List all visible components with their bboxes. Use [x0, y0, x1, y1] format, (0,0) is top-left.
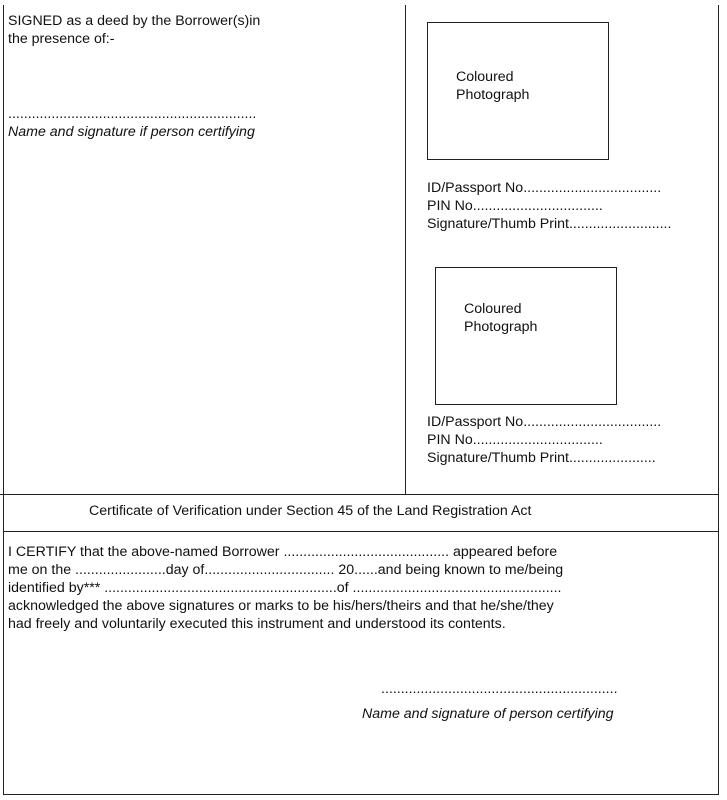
border-right	[718, 5, 719, 795]
photo-label-2	[464, 300, 537, 336]
certify-line-5: had freely and voluntarily executed this instrument and understood its contents.	[8, 616, 506, 632]
border-bottom	[3, 794, 719, 795]
signed-deed-text-line1: SIGNED as a deed by the Borrower(s)in	[8, 13, 261, 29]
certify-line-3: identified by*** ...........................................................of .....................................................	[8, 580, 562, 596]
photo-label-1	[456, 68, 529, 104]
row-divider-1	[0, 494, 719, 495]
id-passport-field-1: ID/Passport No...................................	[427, 180, 662, 196]
id-passport-field-2: ID/Passport No...................................	[427, 414, 662, 430]
pin-field-1: PIN No.................................	[427, 198, 603, 214]
certify-line-2: me on the .......................day of................................. 20......and being known to me/being	[8, 562, 564, 578]
photo-label-1-line2: Photograph	[456, 87, 530, 103]
signature-field-1: Signature/Thumb Print..........................	[427, 216, 672, 232]
certifier-signature-dots-2: ............................................................	[381, 681, 618, 697]
photo-box-2	[435, 267, 617, 405]
pin-field-2: PIN No.................................	[427, 432, 603, 448]
photo-label-2-line2: Photograph	[464, 319, 538, 335]
signature-field-2: Signature/Thumb Print......................	[427, 450, 656, 466]
photo-box-1	[427, 22, 609, 160]
photo-label-1-line1: Coloured	[456, 69, 514, 85]
certifier-caption-2: Name and signature of person certifying	[362, 706, 614, 722]
row-divider-2	[3, 531, 719, 532]
certify-line-1: I CERTIFY that the above-named Borrower .......................................... appeared before	[8, 544, 558, 560]
photo-label-2-line1: Coloured	[464, 301, 522, 317]
certify-line-4: acknowledged the above signatures or marks to be his/hers/theirs and that he/she/they	[8, 598, 554, 614]
certifier-signature-dots: ...............................................................	[8, 106, 257, 122]
certificate-heading: Certificate of Verification under Section 45 of the Land Registration Act	[89, 503, 532, 519]
signed-deed-text-line2: the presence of:-	[8, 31, 115, 47]
certifier-caption: Name and signature if person certifying	[8, 124, 255, 140]
column-divider	[405, 5, 406, 494]
border-left	[3, 5, 4, 795]
